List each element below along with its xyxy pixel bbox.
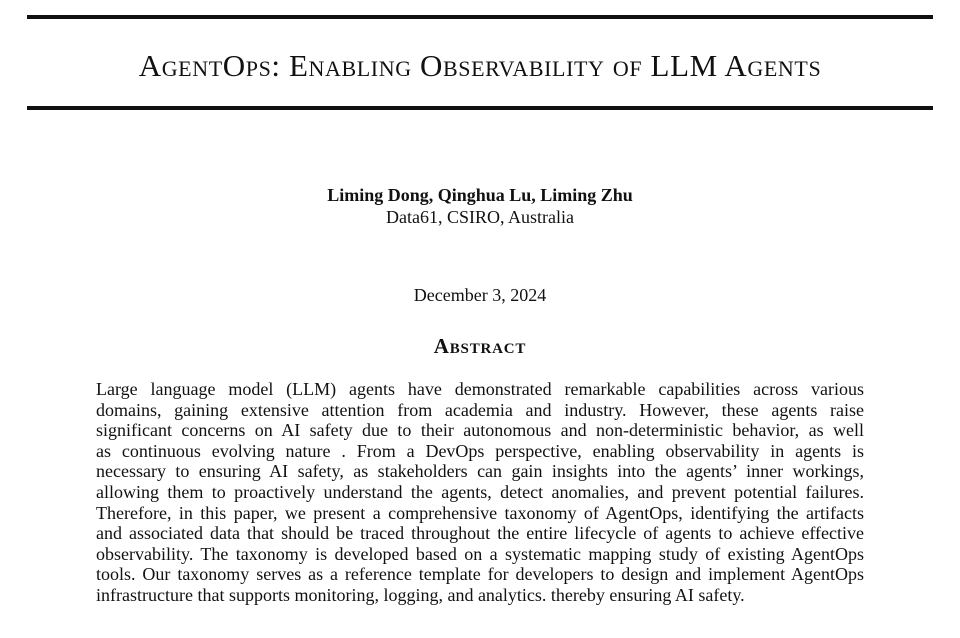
abstract-line: tools. Our taxonomy serves as a reference template for developers to design and implement AgentOps	[96, 564, 864, 585]
abstract-line: necessary to ensuring AI safety, as stakeholders can gain insights into the agents’ inner workings,	[96, 461, 864, 482]
title-bottom-rule	[27, 106, 933, 110]
abstract-line: observability. The taxonomy is developed based on a systematic mapping study of existing AgentOps	[96, 543, 864, 564]
abstract-line: Therefore, in this paper, we present a comprehensive taxonomy of AgentOps, identifying the artifacts	[96, 502, 864, 523]
abstract-line: domains, gaining extensive attention from academia and industry. However, these agents raise	[96, 399, 864, 420]
author-affiliation: Data61, CSIRO, Australia	[386, 207, 574, 227]
paper-title: AgentOps: Enabling Observability of LLM Agents	[138, 48, 822, 83]
author-list: Liming Dong, Qinghua Lu, Liming Zhu	[327, 185, 633, 205]
abstract-line: as continuous evolving nature . From a DevOps perspective, enabling observability in agents is	[96, 440, 864, 461]
title-top-rule	[27, 15, 933, 19]
abstract-body	[96, 379, 864, 606]
abstract-line: and associated data that should be traced throughout the entire lifecycle of agents to achieve effective	[96, 523, 864, 544]
abstract-line: infrastructure that supports monitoring, logging, and analytics. thereby ensuring AI safety.	[96, 584, 745, 605]
abstract-line: Large language model (LLM) agents have demonstrated remarkable capabilities across various	[96, 379, 864, 399]
abstract-line: allowing them to proactively understand the agents, detect anomalies, and prevent potential failures.	[96, 481, 864, 502]
paper-date: December 3, 2024	[413, 285, 547, 305]
abstract-line: significant concerns on AI safety due to their autonomous and non-deterministic behavior, as well	[96, 420, 864, 441]
abstract-heading: Abstract	[433, 334, 527, 358]
